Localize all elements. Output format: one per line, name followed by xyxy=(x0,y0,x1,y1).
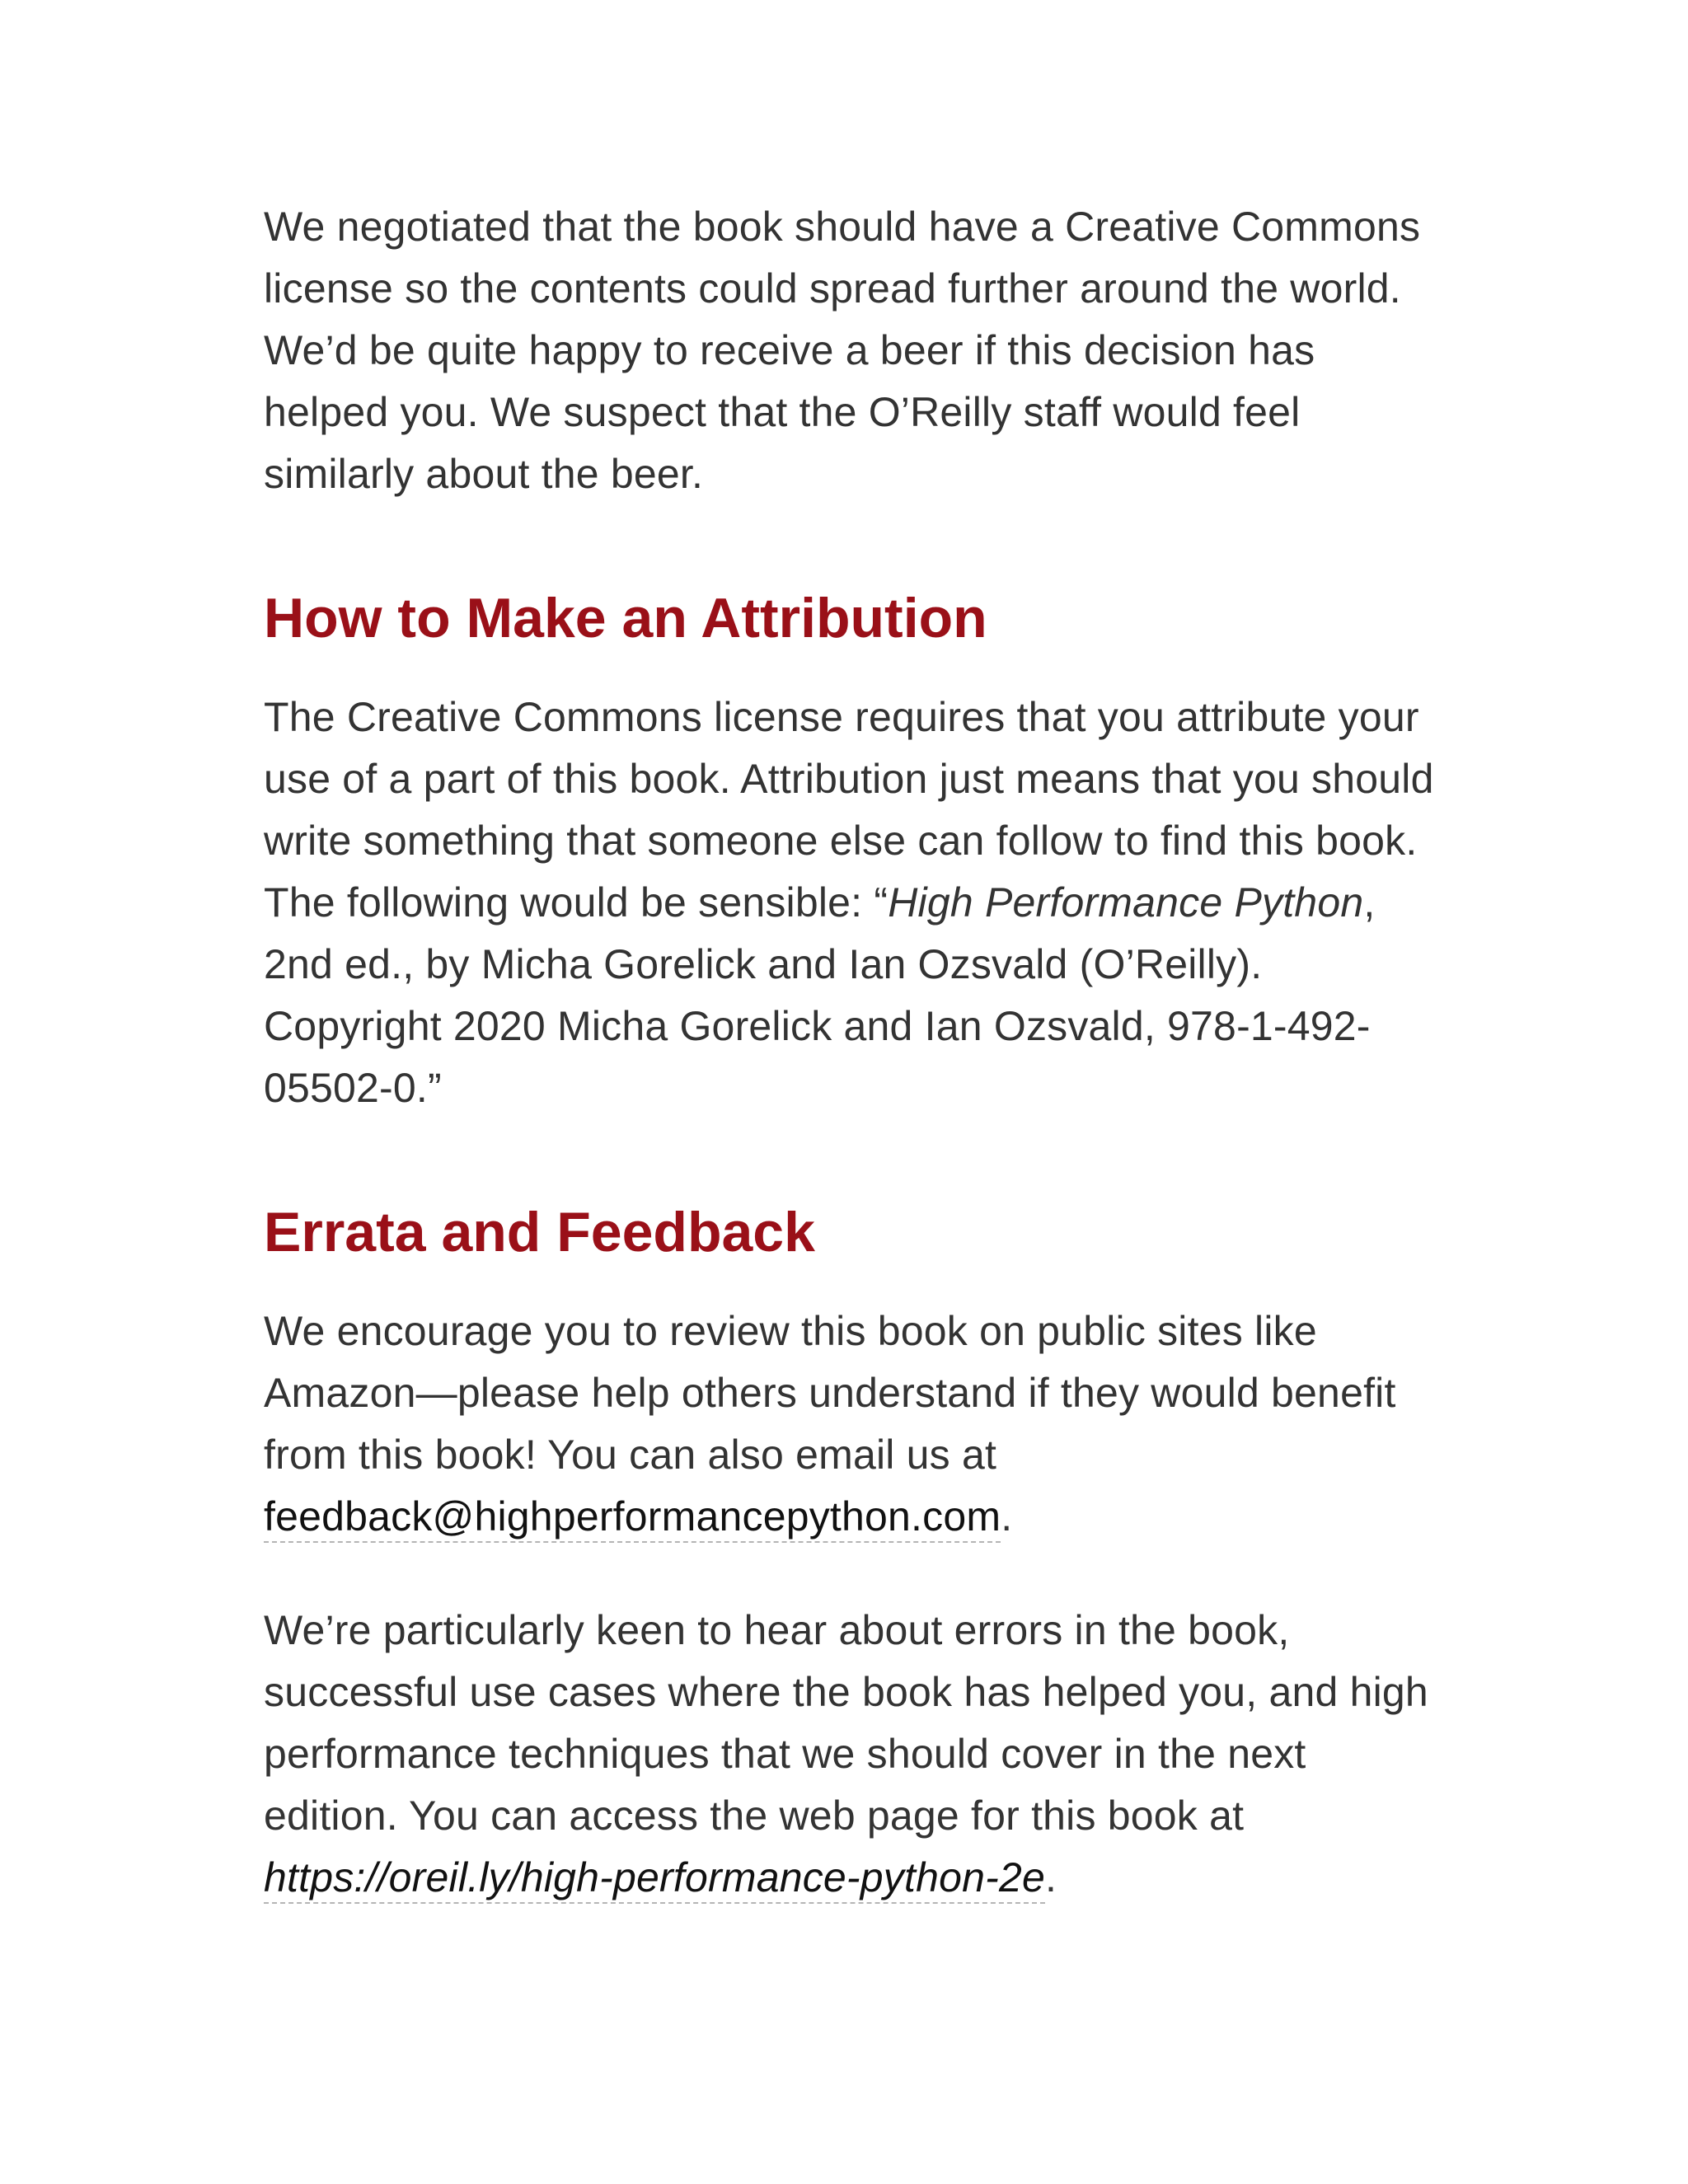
attribution-heading: How to Make an Attribution xyxy=(264,587,987,649)
attribution-text-end: , 2nd ed., by Micha Gorelick and Ian Ozsvald (O’Reilly). Copyright 2020 Micha Gorelick and Ian Ozsvald, 978-1-492-05502-0.” xyxy=(264,879,1376,1111)
errata-heading: Errata and Feedback xyxy=(264,1201,815,1263)
attribution-text-start: The Creative Commons license requires that you attribute your use of a part of this book. Attribution just means that you should write something that someone else can follow to find this book. The following would be sensible: “ xyxy=(264,694,1434,926)
feedback-paragraph xyxy=(264,1301,1434,1548)
errors-period: . xyxy=(1044,1854,1057,1900)
intro-paragraph xyxy=(264,196,1434,505)
book-web-page-url: https://oreil.ly/high-performance-python-2e xyxy=(264,1854,1045,1900)
feedback-period: . xyxy=(1001,1493,1013,1540)
book-web-page-link[interactable] xyxy=(264,1854,1045,1904)
errors-paragraph xyxy=(264,1600,1434,1909)
feedback-text: We encourage you to review this book on public sites like Amazon—please help others understand if they would benefit from this book! You can also email us at xyxy=(264,1308,1396,1478)
intro-paragraph-text: We negotiated that the book should have a Creative Commons license so the contents could spread further around the world. We’d be quite happy to receive a beer if this decision has helped you. We suspect that the O’Reilly staff would feel similarly about the beer. xyxy=(264,204,1421,497)
book-title-italic: High Performance Python xyxy=(888,879,1364,926)
errors-text: We’re particularly keen to hear about errors in the book, successful use cases where the book has helped you, and high performance techniques that we should cover in the next edition. You can access the web page for this book at xyxy=(264,1607,1428,1839)
feedback-email-link[interactable]: feedback@highperformancepython.com xyxy=(264,1493,1001,1543)
attribution-paragraph xyxy=(264,687,1434,1119)
